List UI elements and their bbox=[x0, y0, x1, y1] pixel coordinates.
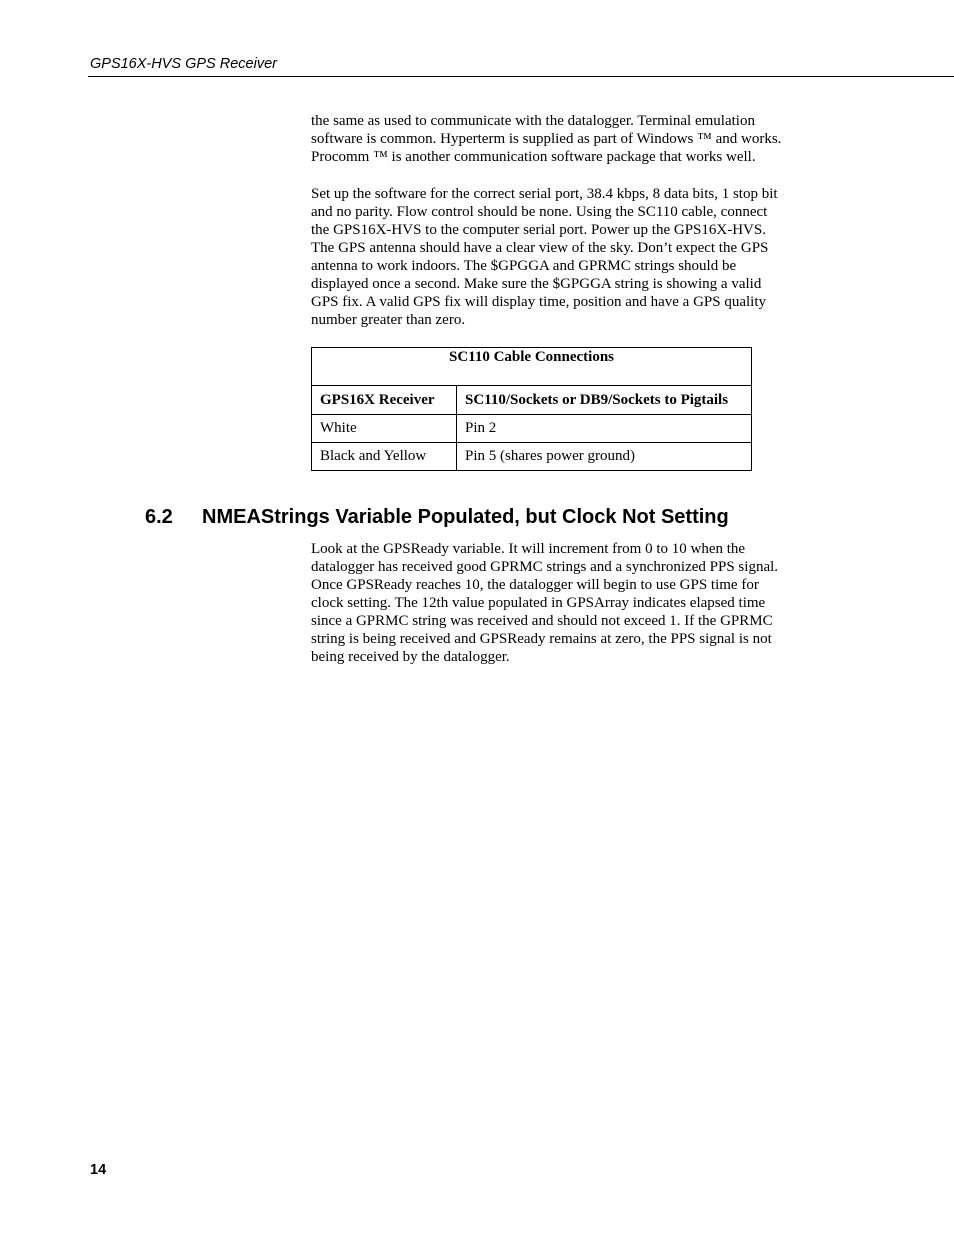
paragraph-terminal-emulation bbox=[311, 112, 811, 166]
text-line: Look at the GPSReady variable. It will increment from 0 to 10 when the bbox=[311, 541, 746, 557]
text-line: and no parity. Flow control should be none. Using the SC110 cable, connect bbox=[311, 204, 768, 220]
text-line: Set up the software for the correct serial port, 38.4 kbps, 8 data bits, 1 stop bit bbox=[311, 186, 778, 202]
text-line: The GPS antenna should have a clear view of the sky. Don’t expect the GPS bbox=[311, 240, 769, 256]
text-line: antenna to work indoors. The $GPGGA and GPRMC strings should be bbox=[311, 258, 737, 274]
table-header-cell: GPS16X Receiver bbox=[312, 386, 457, 415]
text-line: displayed once a second. Make sure the $GPGGA string is showing a valid bbox=[311, 276, 762, 292]
sc110-connections-table bbox=[311, 347, 752, 471]
table-cell: Black and Yellow bbox=[312, 443, 457, 471]
table-row bbox=[312, 443, 752, 471]
text-line: the GPS16X-HVS to the computer serial port. Power up the GPS16X-HVS. bbox=[311, 222, 766, 238]
text-line: datalogger has received good GPRMC strings and a synchronized PPS signal. bbox=[311, 559, 779, 575]
table-caption-row bbox=[312, 348, 752, 386]
table-header-cell: SC110/Sockets or DB9/Sockets to Pigtails bbox=[457, 386, 752, 415]
text-line: string is being received and GPSReady remains at zero, the PPS signal is not bbox=[311, 631, 772, 647]
text-line: the same as used to communicate with the datalogger. Terminal emulation bbox=[311, 113, 755, 129]
table-cell: Pin 5 (shares power ground) bbox=[457, 443, 752, 471]
table-row bbox=[312, 415, 752, 443]
header-rule bbox=[88, 76, 954, 77]
page-number: 14 bbox=[90, 1162, 107, 1178]
section-title: NMEAStrings Variable Populated, but Clock Not Setting bbox=[202, 506, 729, 528]
text-line: since a GPRMC string was received and should not exceed 1. If the GPRMC bbox=[311, 613, 773, 629]
text-line: GPS fix. A valid GPS fix will display time, position and have a GPS quality bbox=[311, 294, 767, 310]
text-line: being received by the datalogger. bbox=[311, 649, 510, 665]
table-cell: Pin 2 bbox=[457, 415, 752, 443]
table-cell: White bbox=[312, 415, 457, 443]
text-line: software is common. Hyperterm is supplied as part of Windows ™ and works. bbox=[311, 131, 782, 147]
table-caption: SC110 Cable Connections bbox=[312, 348, 752, 386]
text-line: Procomm ™ is another communication software package that works well. bbox=[311, 149, 756, 165]
paragraph-gpsready bbox=[311, 540, 811, 666]
section-number: 6.2 bbox=[145, 506, 173, 528]
text-line: number greater than zero. bbox=[311, 312, 466, 328]
text-line: clock setting. The 12th value populated in GPSArray indicates elapsed time bbox=[311, 595, 766, 611]
running-header: GPS16X-HVS GPS Receiver bbox=[90, 56, 277, 72]
paragraph-software-setup bbox=[311, 185, 811, 329]
text-line: Once GPSReady reaches 10, the datalogger will begin to use GPS time for bbox=[311, 577, 759, 593]
section-heading bbox=[145, 506, 729, 529]
table-header-row bbox=[312, 386, 752, 415]
